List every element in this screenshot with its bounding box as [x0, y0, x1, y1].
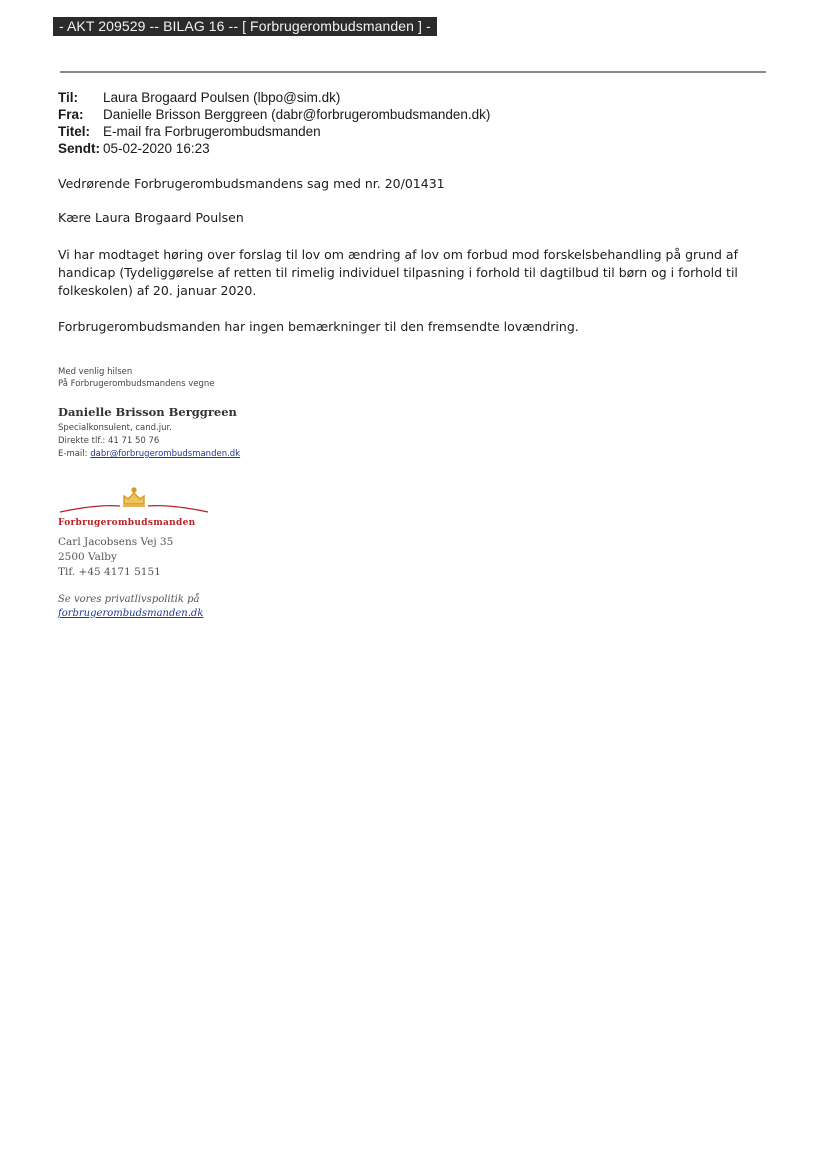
- to-row: [58, 89, 490, 106]
- email-header: [58, 89, 490, 157]
- sent-row: [58, 140, 490, 157]
- from-label: Fra:: [58, 107, 84, 122]
- on-behalf-line: På Forbrugerombudsmandens vegne: [58, 379, 215, 389]
- to-value: Laura Brogaard Poulsen (lbpo@sim.dk): [103, 90, 341, 105]
- sent-value: 05-02-2020 16:23: [103, 141, 210, 156]
- header-divider: [60, 71, 766, 73]
- address-street: Carl Jacobsens Vej 35: [58, 536, 174, 548]
- body-paragraph-2: Forbrugerombudsmanden har ingen bemærkninger til den fremsendte lovændring.: [58, 319, 579, 334]
- to-label: Til:: [58, 90, 78, 105]
- signer-name: Danielle Brisson Berggreen: [58, 405, 237, 419]
- signer-phone: Direkte tlf.: 41 71 50 76: [58, 436, 160, 446]
- subject-value: E-mail fra Forbrugerombudsmanden: [103, 124, 321, 139]
- privacy-text: Se vores privatlivspolitik på: [58, 594, 200, 605]
- subject-row: [58, 123, 490, 140]
- from-value: Danielle Brisson Berggreen (dabr@forbrugerombudsmanden.dk): [103, 107, 491, 122]
- privacy-note: [58, 593, 203, 621]
- case-reference: Vedrørende Forbrugerombudsmandens sag med nr. 20/01431: [58, 176, 445, 191]
- signer-email: [58, 448, 240, 460]
- body-paragraph-1: Vi har modtaget høring over forslag til lov om ændring af lov om forbud mod forskelsbehandling på grund af handicap (Tydeliggørelse af retten til rimelig individuel tilpasning i forhold til dagtilbud til børn og i forhold til folkeskolen) af 20. januar 2020.: [58, 247, 738, 298]
- sent-label: Sendt:: [58, 141, 100, 156]
- closing-greeting: Med venlig hilsen: [58, 367, 133, 377]
- signer-title: Specialkonsulent, cand.jur.: [58, 423, 172, 433]
- document-stamp: - AKT 209529 -- BILAG 16 -- [ Forbrugerombudsmanden ] -: [53, 17, 437, 36]
- logo-wordmark: Forbrugerombudsmanden: [58, 518, 196, 528]
- privacy-link[interactable]: forbrugerombudsmanden.dk: [58, 608, 204, 619]
- salutation: Kære Laura Brogaard Poulsen: [58, 210, 244, 225]
- email-label: E-mail:: [58, 449, 88, 459]
- address-phone: Tlf. +45 4171 5151: [58, 566, 161, 578]
- from-row: [58, 106, 490, 123]
- address-city: 2500 Valby: [58, 551, 117, 563]
- email-link[interactable]: dabr@forbrugerombudsmanden.dk: [90, 449, 241, 459]
- subject-label: Titel:: [58, 124, 91, 139]
